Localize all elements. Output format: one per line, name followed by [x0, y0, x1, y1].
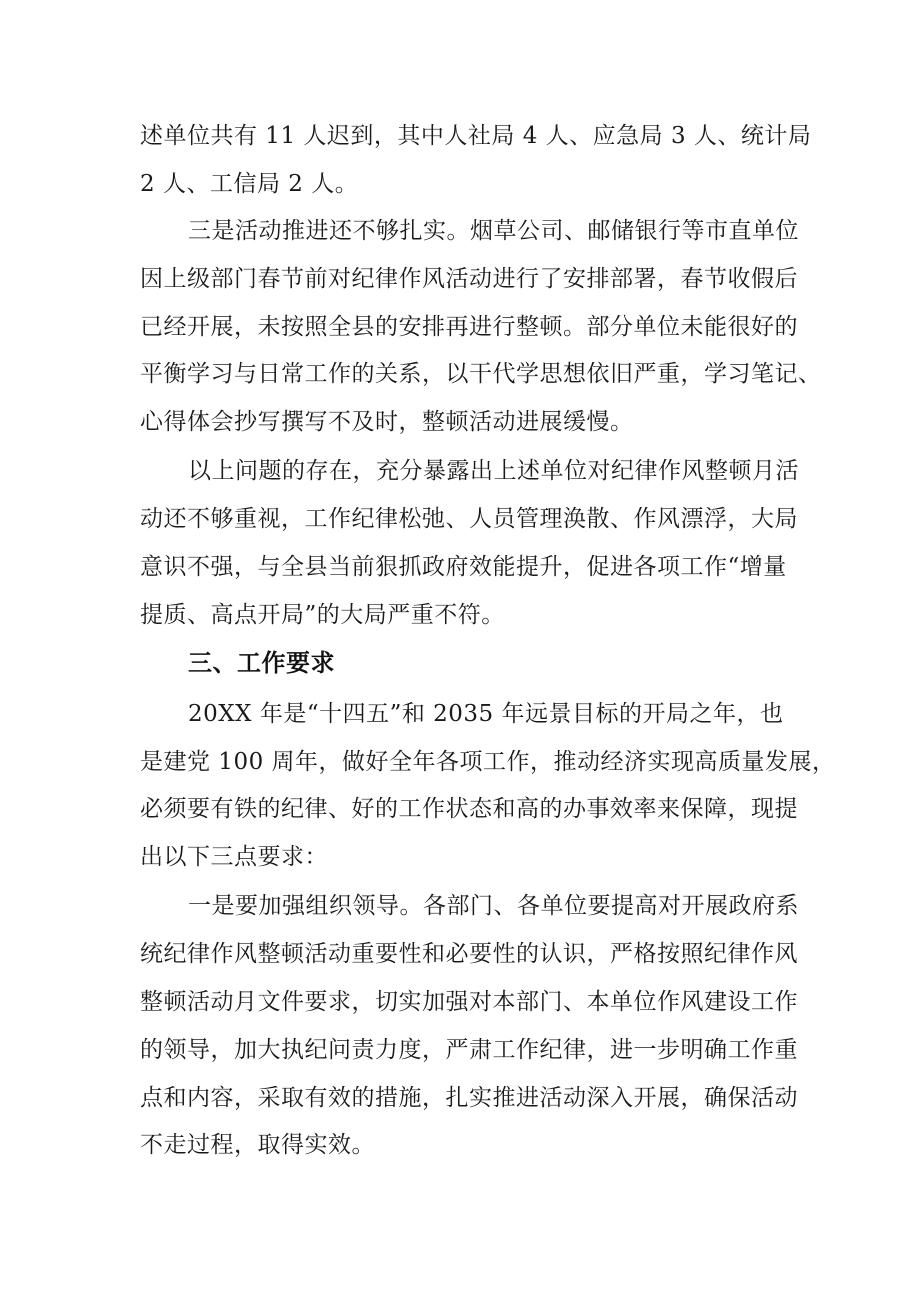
paragraph-line: 提质、高点开局”的大局严重不符。 — [140, 602, 505, 628]
paragraph-line: 统纪律作风整顿活动重要性和必要性的认识，严格按照纪律作风 — [140, 941, 798, 967]
paragraph-line: 述单位共有 11 人迟到，其中人社局 4 人、应急局 3 人、统计局 — [140, 123, 812, 149]
paragraph-line: 三是活动推进还不够扎实。烟草公司、邮储银行等市直单位 — [188, 218, 799, 244]
paragraph-line: 点和内容，采取有效的措施，扎实推进活动深入开展，确保活动 — [140, 1085, 798, 1111]
paragraph-line: 因上级部门春节前对纪律作风活动进行了安排部署，春节收假后 — [140, 266, 798, 292]
paragraph-line: 以上问题的存在，充分暴露出上述单位对纪律作风整顿月活 — [188, 458, 799, 484]
paragraph-line: 的领导，加大执纪问责力度，严肃工作纪律，进一步明确工作重 — [140, 1037, 798, 1063]
paragraph-line: 是建党 100 周年，做好全年各项工作，推动经济实现高质量发展， — [140, 749, 836, 775]
paragraph-line: 意识不强，与全县当前狠抓政府效能提升，促进各项工作“增量 — [140, 554, 787, 580]
paragraph-line: 已经开展，未按照全县的安排再进行整顿。部分单位未能很好的 — [140, 314, 798, 340]
paragraph-line: 整顿活动月文件要求，切实加强对本部门、本单位作风建设工作 — [140, 989, 798, 1015]
paragraph-line: 一是要加强组织领导。各部门、各单位要提高对开展政府系 — [188, 893, 799, 919]
paragraph-line: 2 人、工信局 2 人。 — [140, 171, 359, 197]
section-heading: 三、工作要求 — [188, 649, 335, 677]
paragraph-line: 出以下三点要求： — [140, 844, 328, 870]
paragraph-line: 不走过程，取得实效。 — [140, 1132, 375, 1158]
paragraph-line: 平衡学习与日常工作的关系，以干代学思想依旧严重，学习笔记、 — [140, 361, 822, 387]
paragraph-line: 20XX 年是“十四五”和 2035 年远景目标的开局之年，也 — [188, 701, 784, 727]
paragraph-line: 动还不够重视，工作纪律松弛、人员管理涣散、作风漂浮，大局 — [140, 506, 798, 532]
paragraph-line: 必须要有铁的纪律、好的工作状态和高的办事效率来保障，现提 — [140, 796, 798, 822]
paragraph-line: 心得体会抄写撰写不及时，整顿活动进展缓慢。 — [140, 409, 634, 435]
